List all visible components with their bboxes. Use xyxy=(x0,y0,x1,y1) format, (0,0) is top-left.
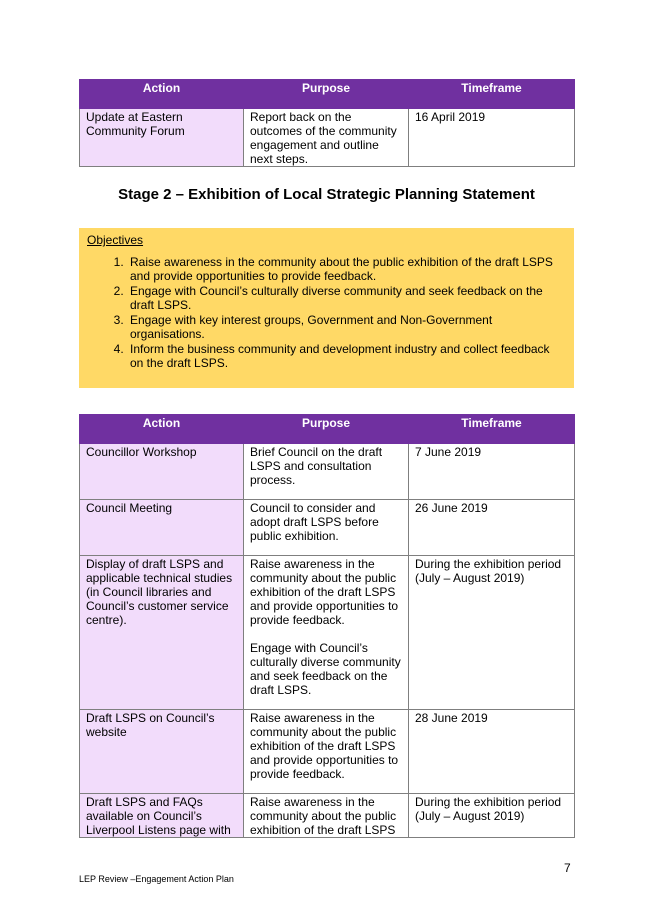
objectives-title: Objectives xyxy=(87,233,144,247)
table-row xyxy=(80,710,575,794)
cell-purpose: Raise awareness in the community about the public exhibition of the draft LSPS and provide opportunities to provide feedback. xyxy=(244,710,409,794)
table-header-row xyxy=(80,415,575,444)
purpose-paragraph: Engage with Council’s culturally diverse community and seek feedback on the draft LSPS. xyxy=(250,641,401,697)
cell-purpose: Report back on the outcomes of the community engagement and outline next steps. xyxy=(244,109,409,167)
cell-timeframe: 26 June 2019 xyxy=(409,500,575,556)
purpose-paragraph: Raise awareness in the community about the public exhibition of the draft LSPS and provide opportunities to provide feedback. xyxy=(250,557,399,627)
list-item: 4. Inform the business community and development industry and collect feedback on the draft LSPS. xyxy=(127,342,566,371)
list-item: 2. Engage with Council’s culturally diverse community and seek feedback on the draft LSPS. xyxy=(127,284,566,313)
cell-purpose: Brief Council on the draft LSPS and consultation process. xyxy=(244,444,409,500)
cell-action: Draft LSPS and FAQs available on Council’s Liverpool Listens page with xyxy=(80,794,244,838)
cell-purpose xyxy=(244,556,409,710)
table-row xyxy=(80,794,575,838)
table-row xyxy=(80,109,575,167)
page-number: 7 xyxy=(564,861,571,875)
stage-heading: Stage 2 – Exhibition of Local Strategic Planning Statement xyxy=(118,186,535,203)
table-row xyxy=(80,556,575,710)
cell-timeframe: 16 April 2019 xyxy=(409,109,575,167)
table-row xyxy=(80,500,575,556)
list-item: 1. Raise awareness in the community about the public exhibition of the draft LSPS and provide opportunities to provide feedback. xyxy=(127,255,566,284)
cell-action: Update at Eastern Community Forum xyxy=(80,109,244,167)
objectives-list xyxy=(87,255,566,371)
header-action: Action xyxy=(80,415,244,444)
cell-purpose: Raise awareness in the community about the public exhibition of the draft LSPS xyxy=(244,794,409,838)
list-item: 3. Engage with key interest groups, Government and Non-Government organisations. xyxy=(127,313,566,342)
header-purpose: Purpose xyxy=(244,80,409,109)
cell-timeframe: During the exhibition period (July – August 2019) xyxy=(409,556,575,710)
cell-action: Councillor Workshop xyxy=(80,444,244,500)
table-header-row xyxy=(80,80,575,109)
action-table-stage1 xyxy=(79,79,575,167)
header-action: Action xyxy=(80,80,244,109)
action-table-stage2 xyxy=(79,414,575,838)
objectives-box xyxy=(79,228,574,388)
header-timeframe: Timeframe xyxy=(409,80,575,109)
header-purpose: Purpose xyxy=(244,415,409,444)
cell-purpose: Council to consider and adopt draft LSPS before public exhibition. xyxy=(244,500,409,556)
cell-timeframe: During the exhibition period (July – August 2019) xyxy=(409,794,575,838)
page-footer: LEP Review –Engagement Action Plan xyxy=(79,874,234,884)
cell-timeframe: 7 June 2019 xyxy=(409,444,575,500)
table-row xyxy=(80,444,575,500)
cell-action: Council Meeting xyxy=(80,500,244,556)
header-timeframe: Timeframe xyxy=(409,415,575,444)
cell-action: Draft LSPS on Council’s website xyxy=(80,710,244,794)
cell-timeframe: 28 June 2019 xyxy=(409,710,575,794)
cell-action: Display of draft LSPS and applicable technical studies (in Council libraries and Council’s customer service centre). xyxy=(80,556,244,710)
